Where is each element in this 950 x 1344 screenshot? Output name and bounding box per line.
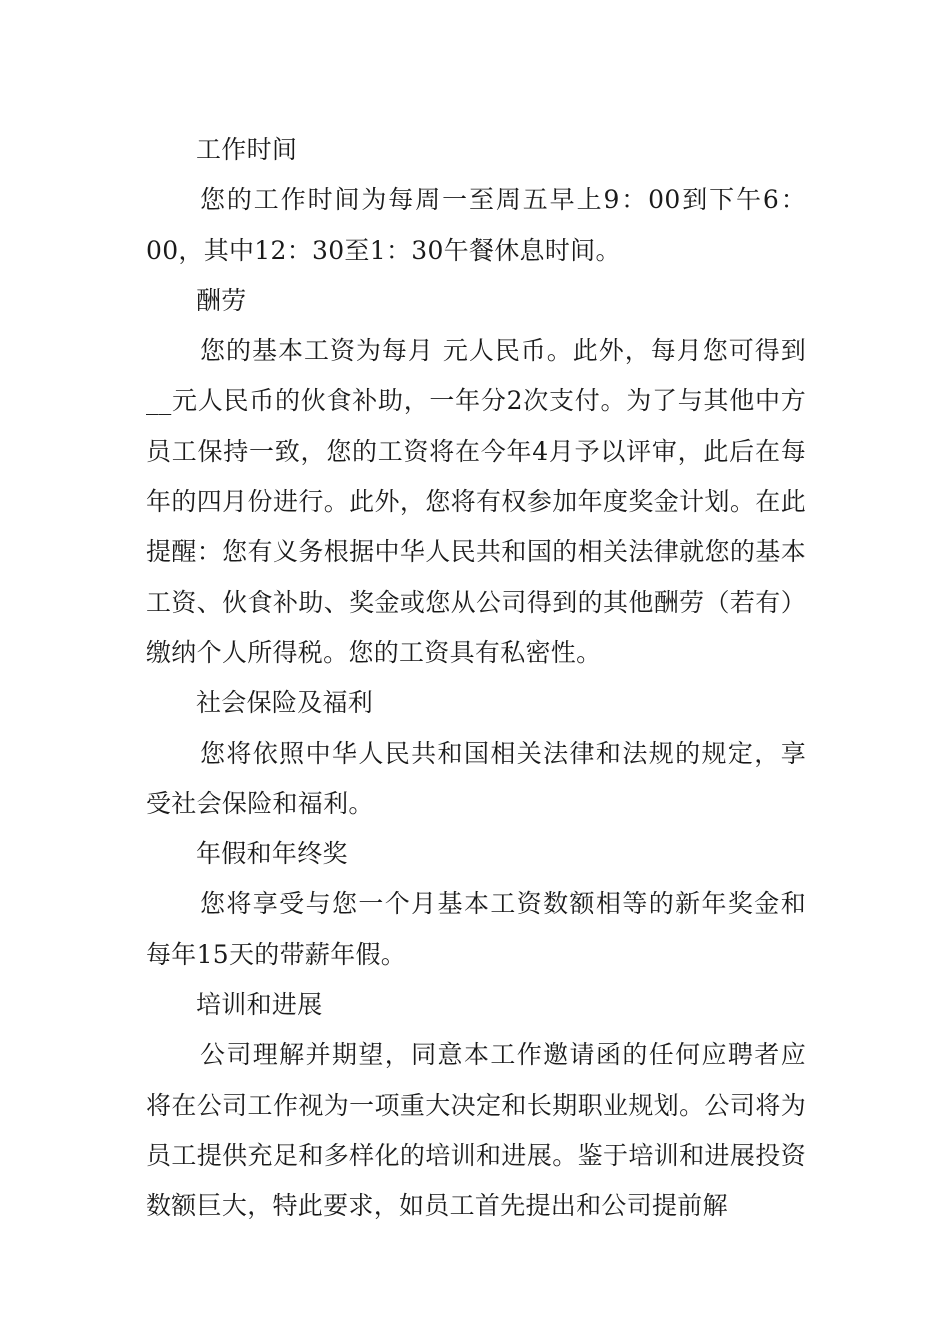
document-body bbox=[146, 125, 806, 1232]
section-heading-compensation: 酬劳 bbox=[196, 285, 247, 315]
section-body-training: 公司理解并期望，同意本工作邀请函的任何应聘者应将在公司工作视为一项重大决定和长期职业规划。公司将为员工提供充足和多样化的培训和进展。鉴于培训和进展投资数额巨大，特此要求，如员工首先提出和公司提前解 bbox=[146, 1040, 806, 1221]
section-heading-training: 培训和进展 bbox=[196, 990, 323, 1020]
section-body-social-insurance: 您将依照中华人民共和国相关法律和法规的规定，享受社会保险和福利。 bbox=[146, 738, 806, 818]
section-heading-social-insurance: 社会保险及福利 bbox=[196, 688, 374, 718]
section-heading-annual-leave: 年假和年终奖 bbox=[196, 839, 348, 869]
section-body-work-hours: 您的工作时间为每周一至周五早上9：00到下午6：00，其中12：30至1：30午餐休息时间。 bbox=[146, 185, 806, 265]
section-body-annual-leave: 您将享受与您一个月基本工资数额相等的新年奖金和每年15天的带薪年假。 bbox=[146, 889, 806, 969]
section-body-compensation: 您的基本工资为每月 元人民币。此外，每月您可得到__元人民币的伙食补助，一年分2次支付。为了与其他中方员工保持一致，您的工资将在今年4月予以评审，此后在每年的四月份进行。此外，您将有权参加年度奖金计划。在此提醒：您有义务根据中华人民共和国的相关法律就您的基本工资、伙食补助、奖金或您从公司得到的其他酬劳（若有）缴纳个人所得税。您的工资具有私密性。 bbox=[146, 336, 806, 667]
section-heading-work-hours: 工作时间 bbox=[196, 135, 298, 164]
